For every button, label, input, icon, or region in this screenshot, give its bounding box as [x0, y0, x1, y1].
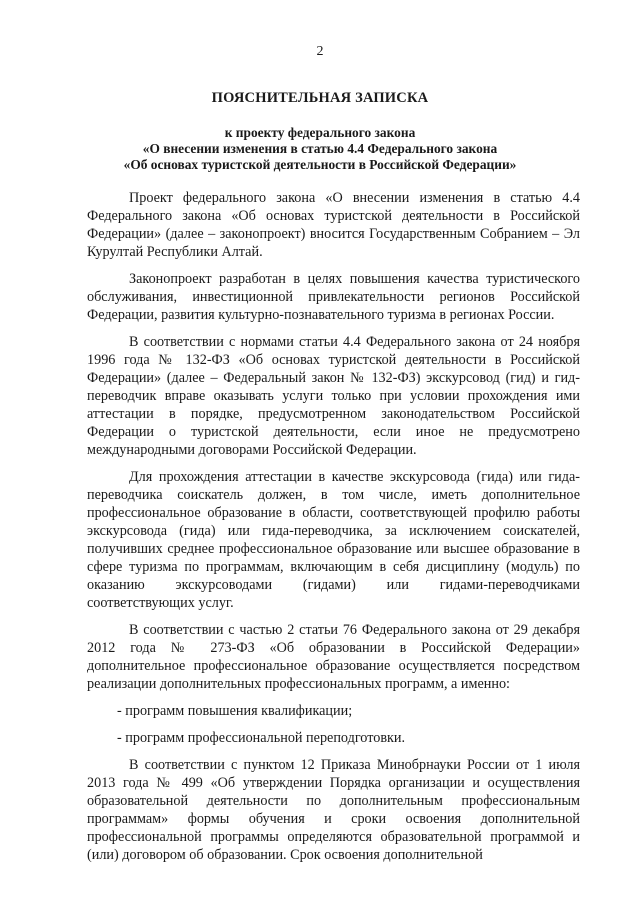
document-body	[87, 189, 580, 864]
subtitle-line: «Об основах туристской деятельности в Российской Федерации»	[123, 157, 517, 172]
subtitle-line: «О внесении изменения в статью 4.4 Федерального закона	[142, 141, 498, 156]
paragraph: Проект федерального закона «О внесении изменения в статью 4.4 Федерального закона «Об основах туристской деятельности в Российской Федерации» (далее – законопроект) вносится Государственным Собранием – Эл Курултай Республики Алтай.	[87, 190, 580, 260]
paragraph: Для прохождения аттестации в качестве экскурсовода (гида) или гида-переводчика соискатель должен, в том числе, иметь дополнительное профессиональное образование в области, соответствующей профилю работы экскурсовода (гида) или гида-переводчика, за исключением соискателей, получивших среднее профессиональное образование или высшее образование в сфере туризма по программам, включающим в себя дисциплину (модуль) по оказанию экскурсоводами (гидами) или гидами-переводчиками соответствующих услуг.	[87, 469, 580, 611]
paragraph: В соответствии с частью 2 статьи 76 Федерального закона от 29 декабря 2012 года № 273-ФЗ «Об образовании в Российской Федерации» дополнительное профессиональное образование осуществляется посредством реализации дополнительных профессиональных программ, а именно:	[87, 622, 580, 692]
subtitle-line: к проекту федерального закона	[224, 125, 416, 140]
list-item: - программ профессиональной переподготовки.	[117, 730, 406, 746]
paragraph: В соответствии с пунктом 12 Приказа Минобрнауки России от 1 июля 2013 года № 499 «Об утверждении Порядка организации и осуществления образовательной деятельности по дополнительным профессиональным программам» формы обучения и сроки освоения дополнительной профессиональной программы определяются образовательной программой и (или) договором об образовании. Срок освоения дополнительной	[87, 757, 580, 863]
paragraph: Законопроект разработан в целях повышения качества туристического обслуживания, инвестиционной привлекательности регионов Российской Федерации, развития культурно-познавательного туризма в регионах России.	[87, 271, 580, 323]
paragraph: В соответствии с нормами статьи 4.4 Федерального закона от 24 ноября 1996 года № 132-ФЗ «Об основах туристской деятельности в Российской Федерации» (далее – Федеральный закон № 132-ФЗ) экскурсовод (гид) и гид-переводчик вправе оказывать услуги только при условии прохождения ими аттестации в порядке, предусмотренном законодательством Российской Федерации о туристской деятельности, если иное не предусмотрено международными договорами Российской Федерации.	[87, 334, 580, 458]
document-title: ПОЯСНИТЕЛЬНАЯ ЗАПИСКА	[211, 90, 429, 106]
list-item: - программ повышения квалификации;	[117, 703, 353, 719]
page-number: 2	[316, 44, 324, 59]
document-subtitle	[0, 125, 640, 173]
